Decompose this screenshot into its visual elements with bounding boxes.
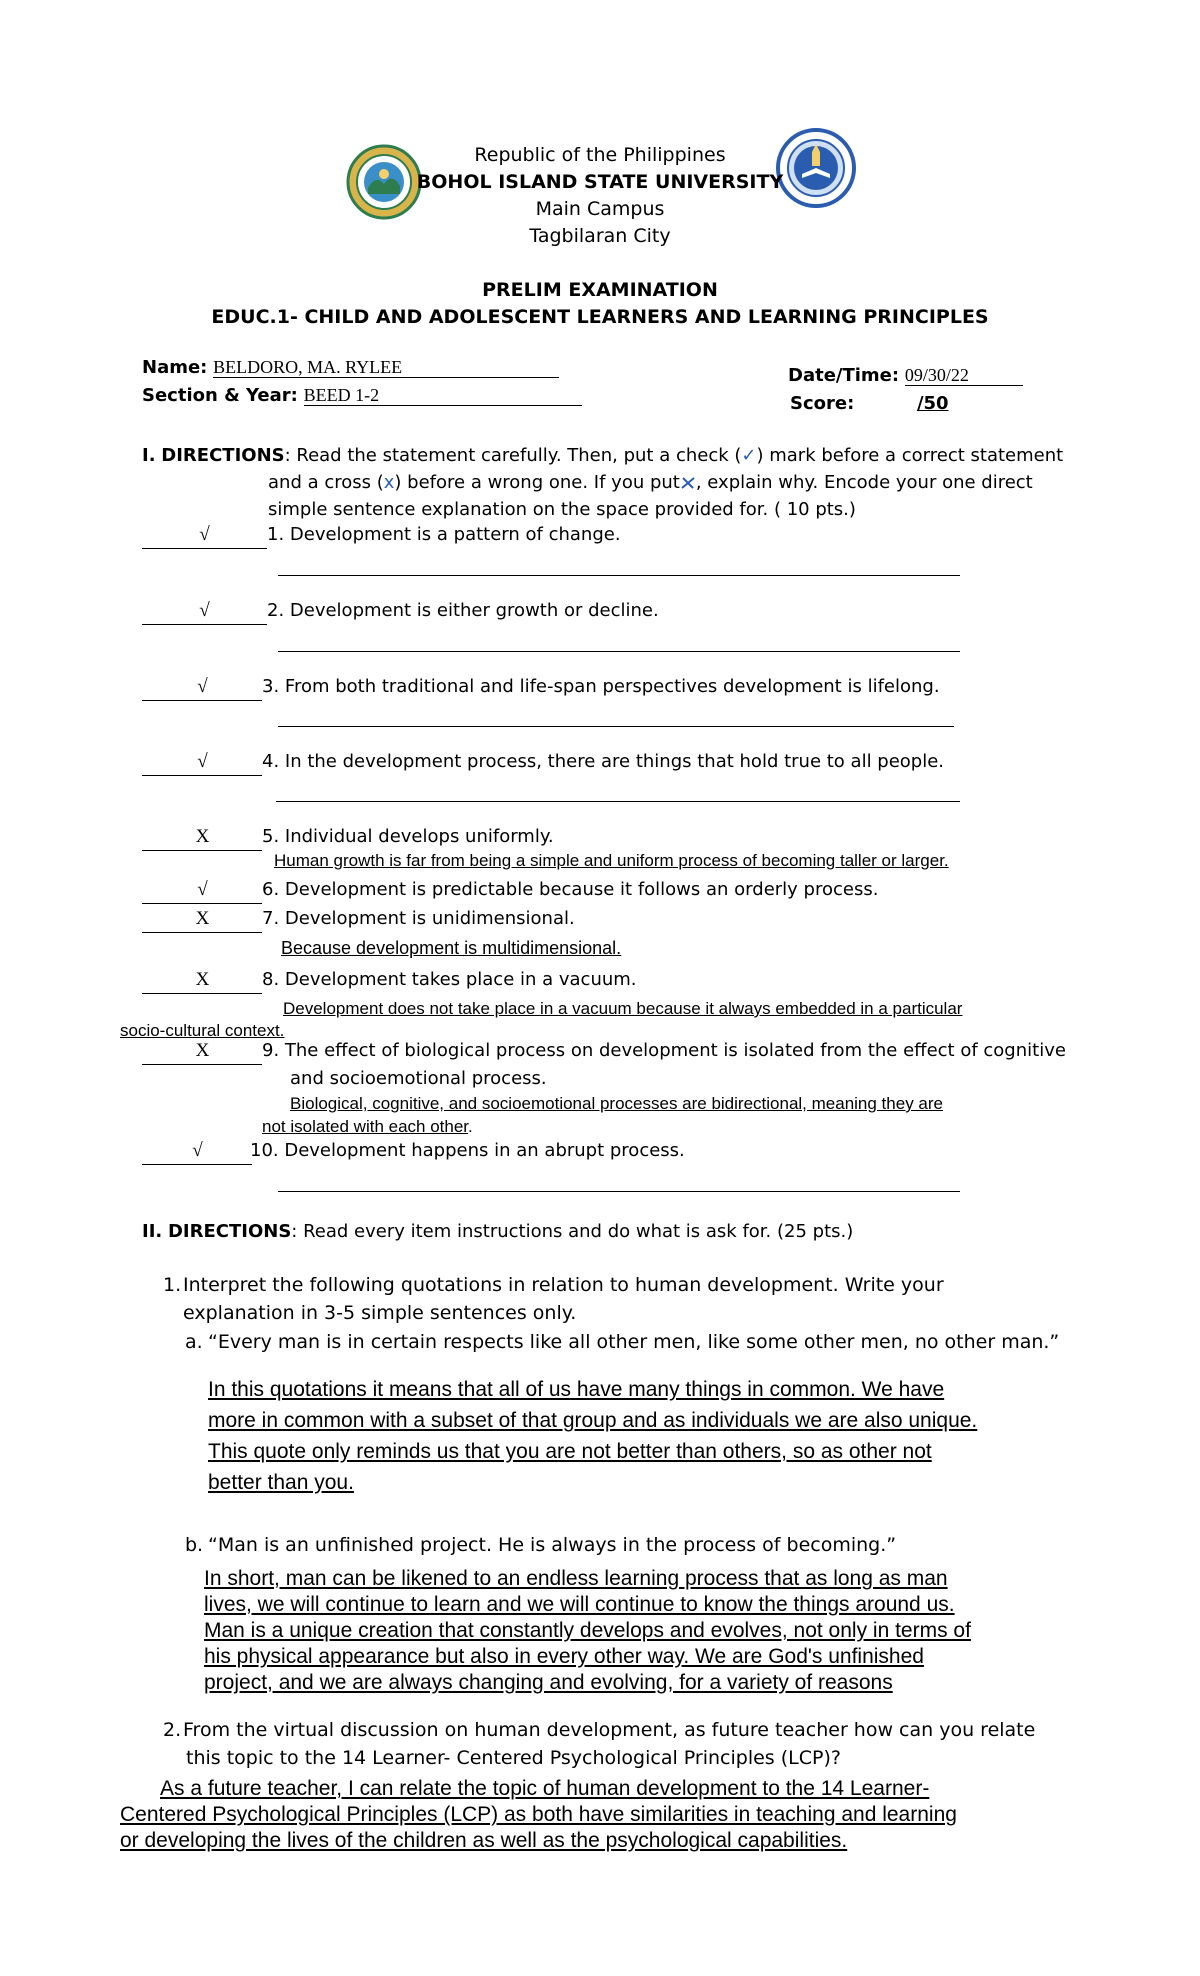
exam-title: PRELIM EXAMINATION [482,279,718,301]
item-10-mark: √ [192,1140,203,1161]
course-title: EDUC.1- CHILD AND ADOLESCENT LEARNERS AND LEARNING PRINCIPLES [211,306,989,328]
part2-roman: II. [142,1221,163,1242]
datetime-field[interactable] [905,365,1023,386]
header-campus: Main Campus [535,198,665,220]
item-7-mark: X [195,908,210,929]
q2-answer-line1: As a future teacher, I can relate the topic of human development to the 14 Learner- [160,1777,930,1800]
item-6-mark: √ [197,879,208,900]
score-value: /50 [916,393,949,414]
item-5-statement: 5. Individual develops uniformly. [262,826,554,847]
score-label: Score: [790,393,855,414]
qa-answer-line1: In this quotations it means that all of us have many things in common. We have [208,1378,945,1401]
mark-blank[interactable] [142,1064,262,1065]
explanation-line[interactable] [278,575,960,576]
name-field[interactable] [213,357,559,378]
item-1-statement: 1. Development is a pattern of change. [267,524,621,545]
mark-blank[interactable] [142,932,262,933]
mark-blank[interactable] [142,850,262,851]
mark-blank[interactable] [142,1164,252,1165]
q1-line2: explanation in 3-5 simple sentences only. [183,1302,577,1324]
part1-text-a: : Read the statement carefully. Then, put a check ( [284,445,742,466]
item-1-mark: √ [199,524,210,545]
qb-answer-line5: project, and we are always changing and evolving, for a variety of reasons [204,1671,893,1694]
qa-quote: “Every man is in certain respects like all other men, like some other men, no other man.” [208,1331,1060,1353]
mark-blank[interactable] [142,775,262,776]
mark-blank[interactable] [142,903,262,904]
name-value: BELDORO, MA. RYLEE [213,357,403,377]
qa-label: a. [185,1331,203,1353]
item-6-statement: 6. Development is predictable because it follows an orderly process. [262,879,879,900]
item-3-mark: √ [197,676,208,697]
part1-roman: I. [142,445,156,466]
explanation-line[interactable] [276,801,960,802]
check-icon: ✓ [741,445,757,466]
qb-answer-line1: In short, man can be likened to an endless learning process that as long as man [204,1567,948,1590]
section-row [142,385,582,406]
item-9-explanation-line1: Biological, cognitive, and socioemotional processes are bidirectional, meaning they are [290,1094,943,1113]
item-3-statement: 3. From both traditional and life-span perspectives development is lifelong. [262,676,940,697]
item-2-mark: √ [199,600,210,621]
mark-blank[interactable] [142,548,267,549]
qa-answer-line2: more in common with a subset of that group and as individuals we are also unique. [208,1409,978,1432]
header-university: BOHOL ISLAND STATE UNIVERSITY [416,171,784,193]
header-republic: Republic of the Philippines [474,144,726,166]
score-field[interactable] [861,393,949,413]
part2-text: : Read every item instructions and do what is ask for. (25 pts.) [291,1221,854,1242]
item-9-explanation-line2 [262,1117,473,1137]
explanation-line[interactable] [278,726,954,727]
q1-line1: Interpret the following quotations in relation to human development. Write your [183,1274,944,1296]
q1-number: 1. [163,1274,182,1296]
part1-text-d: ) before a wrong one. If you put [394,472,680,493]
item-4-statement: 4. In the development process, there are things that hold true to all people. [262,751,945,772]
qb-label: b. [185,1534,204,1556]
item-4-mark: √ [197,751,208,772]
cross-mark-icon [680,476,696,490]
q2-answer-line2: Centered Psychological Principles (LCP) as both have similarities in teaching and learning [120,1803,957,1826]
item-9-explanation-period: . [468,1117,473,1136]
item-9-statement-line2: and socioemotional process. [290,1068,547,1089]
item-9-explanation-text: not isolated with each other [262,1117,469,1136]
part1-heading: DIRECTIONS [161,445,285,466]
item-8-explanation-line2: socio-cultural context. [120,1021,285,1040]
datetime-label: Date/Time: [788,365,900,386]
q2-number: 2. [163,1719,182,1741]
mark-blank[interactable] [142,700,262,701]
item-7-explanation: Because development is multidimensional. [281,938,622,958]
item-10-statement: 10. Development happens in an abrupt process. [250,1140,685,1161]
q2-line2: this topic to the 14 Learner- Centered Psychological Principles (LCP)? [186,1747,841,1769]
mark-blank[interactable] [142,624,267,625]
part2-heading: DIRECTIONS [167,1221,292,1242]
item-8-mark: X [195,969,210,990]
qb-quote: “Man is an unfinished project. He is always in the process of becoming.” [208,1534,897,1556]
item-5-explanation: Human growth is far from being a simple and uniform process of becoming taller or larger. [274,851,949,870]
item-5-mark: X [195,826,210,847]
qb-answer-line3: Man is a unique creation that constantly develops and evolves, not only in terms of [204,1619,971,1642]
part1-text-c: and a cross ( [268,472,384,493]
section-label: Section & Year: [142,385,298,406]
item-9-mark: X [195,1040,210,1061]
score-row [790,393,949,414]
item-9-statement: 9. The effect of biological process on development is isolated from the effect of cognitive [262,1040,1066,1061]
part1-text-b: ) mark before a correct statement [756,445,1064,466]
item-7-statement: 7. Development is unidimensional. [262,908,575,929]
section-value: BEED 1-2 [303,385,380,405]
item-8-statement: 8. Development takes place in a vacuum. [262,969,637,990]
part2-directions [142,1221,853,1242]
mark-blank[interactable] [142,993,262,994]
part1-directions-line3: simple sentence explanation on the space provided for. ( 10 pts.) [268,499,856,520]
section-field[interactable] [304,385,582,406]
q2-line1: From the virtual discussion on human development, as future teacher how can you relate [183,1719,1036,1741]
qb-answer-line4: his physical appearance but also in every other way. We are God's unfinished [204,1645,924,1668]
qb-answer-line2: lives, we will continue to learn and we will continue to know the things around us. [204,1593,955,1616]
datetime-row [788,365,1023,386]
datetime-value: 09/30/22 [904,365,969,385]
part1-text-e: , explain why. Encode your one direct [695,472,1033,493]
name-row [142,357,559,378]
qa-answer-line3: This quote only reminds us that you are not better than others, so as other not [208,1440,932,1463]
explanation-line[interactable] [278,651,960,652]
item-2-statement: 2. Development is either growth or decline. [267,600,659,621]
q2-answer-line3: or developing the lives of the children as well as the psychological capabilities. [120,1829,848,1852]
explanation-line[interactable] [278,1191,960,1192]
part1-directions-line1 [142,445,1063,466]
qa-answer-line4: better than you. [208,1471,354,1494]
header-city: Tagbilaran City [529,225,671,247]
cross-icon: x [383,472,395,493]
name-label: Name: [142,357,208,378]
item-8-explanation-line1: Development does not take place in a vacuum because it always embedded in a particular [283,999,963,1018]
part1-directions-line2 [268,472,1033,493]
